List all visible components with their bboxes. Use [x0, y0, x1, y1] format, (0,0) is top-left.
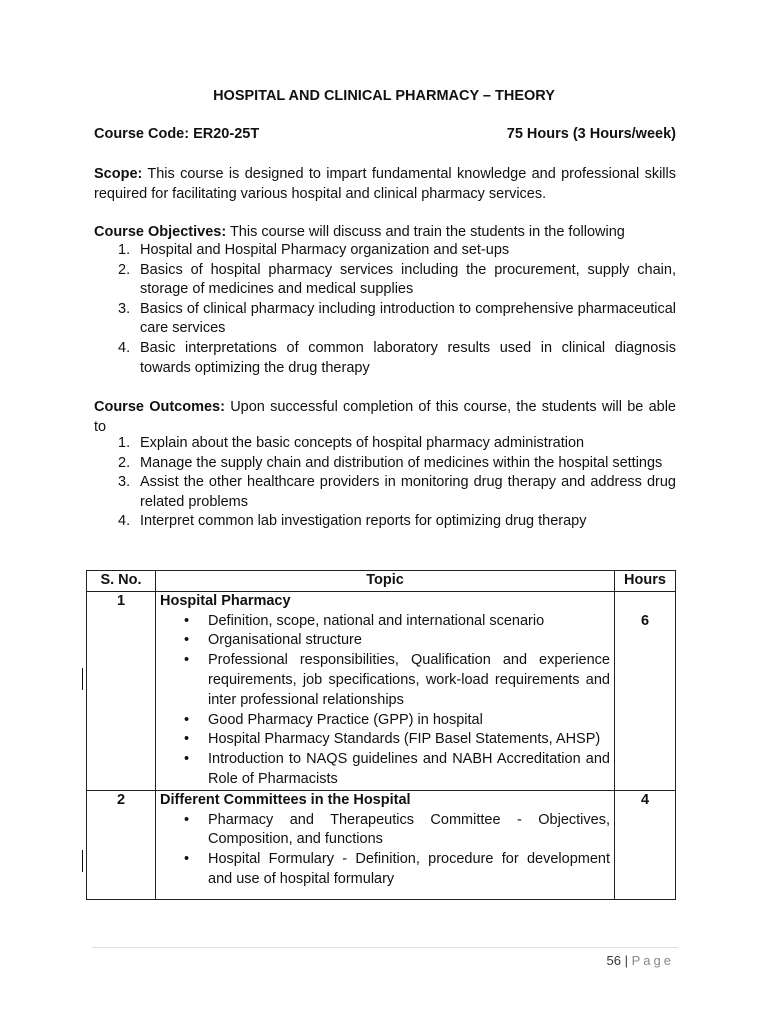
list-number: 2.: [118, 454, 131, 471]
list-item: [118, 454, 676, 474]
revision-mark: [82, 668, 83, 690]
row-topic: [156, 591, 615, 790]
scope-text: This course is designed to impart fundamental knowledge and professional skills required for facilitating various hospital and clinical pharmacy services.: [94, 166, 676, 202]
list-text: Hospital and Hospital Pharmacy organization and set-ups: [140, 242, 510, 258]
page-word: Page: [631, 953, 674, 968]
header-hours: Hours: [615, 571, 676, 592]
list-number: 1.: [118, 242, 131, 258]
syllabus-table: [86, 570, 676, 900]
outcomes-list: [118, 434, 676, 532]
list-number: 3.: [118, 474, 131, 491]
bullet-item: • Definition, scope, national and international scenario: [184, 612, 610, 632]
course-info-row: [94, 126, 676, 142]
list-text: Interpret common lab investigation reports for optimizing drug therapy: [140, 513, 587, 530]
objectives-list: [118, 241, 676, 378]
outcomes-intro-text: Upon successful completion of this course, the students will be able to: [94, 399, 676, 435]
table-header-row: [87, 571, 676, 592]
list-number: 4.: [118, 513, 131, 530]
page-footer: [607, 953, 674, 968]
topic-heading: Hospital Pharmacy: [160, 592, 291, 609]
objectives-intro-text: This course will discuss and train the students in the following: [226, 224, 625, 240]
list-item: [118, 434, 676, 454]
footer-separator: |: [621, 953, 632, 968]
bullet-item: • Good Pharmacy Practice (GPP) in hospital: [184, 711, 610, 731]
course-code: Course Code: ER20-25T: [94, 126, 260, 142]
list-item: [118, 512, 676, 532]
bullet-item: • Pharmacy and Therapeutics Committee - Objectives, Composition, and functions: [184, 811, 610, 851]
list-text: Basics of clinical pharmacy including introduction to comprehensive pharmaceutical care services: [140, 300, 676, 337]
list-number: 1.: [118, 435, 131, 451]
row-hours: [615, 591, 676, 790]
course-hours: 75 Hours (3 Hours/week): [506, 126, 676, 142]
bullet-item: • Introduction to NAQS guidelines and NABH Accreditation and Role of Pharmacists: [184, 750, 610, 790]
table-row: [87, 591, 676, 790]
hours-value: 6: [640, 612, 650, 629]
list-text: Explain about the basic concepts of hospital pharmacy administration: [140, 435, 585, 451]
row-hours: 4: [615, 790, 676, 899]
list-text: Basics of hospital pharmacy services including the procurement, supply chain, storage of medicines and medical supplies: [140, 261, 676, 298]
outcomes-intro: [94, 397, 676, 437]
list-text: Assist the other healthcare providers in monitoring drug therapy and address drug related problems: [140, 474, 676, 510]
page-number: 56: [606, 953, 622, 968]
scope-label: Scope:: [94, 166, 143, 182]
objectives-label: Course Objectives:: [94, 224, 227, 240]
outcomes-label: Course Outcomes:: [94, 399, 225, 415]
list-item: [118, 473, 676, 512]
list-item: [118, 339, 676, 378]
topic-bullets: [160, 811, 610, 890]
header-sno: S. No.: [87, 571, 156, 592]
list-item: [118, 300, 676, 339]
list-number: 2.: [118, 261, 131, 278]
list-number: 3.: [118, 300, 131, 317]
list-text: Manage the supply chain and distribution of medicines within the hospital settings: [140, 454, 663, 471]
bullet-item: • Professional responsibilities, Qualification and experience requirements, job specifications, work-load requirements and inter professional relationships: [184, 651, 610, 710]
revision-mark: [82, 850, 83, 872]
bullet-item: • Hospital Formulary - Definition, procedure for development and use of hospital formulary: [184, 850, 610, 890]
list-text: Basic interpretations of common laboratory results used in clinical diagnosis towards optimizing the drug therapy: [140, 339, 676, 376]
footer-divider: [92, 947, 678, 948]
row-sno: 2: [87, 790, 156, 899]
topic-heading: Different Committees in the Hospital: [160, 791, 411, 808]
objectives-intro: [94, 222, 676, 242]
page-title: HOSPITAL AND CLINICAL PHARMACY – THEORY: [213, 88, 555, 104]
bullet-item: • Hospital Pharmacy Standards (FIP Basel Statements, AHSP): [184, 730, 610, 750]
table-row: [87, 790, 676, 899]
row-topic: [156, 790, 615, 899]
list-item: [118, 261, 676, 300]
header-topic: Topic: [156, 571, 615, 592]
row-sno: 1: [87, 591, 156, 790]
list-item: [118, 241, 676, 261]
topic-bullets: [160, 612, 610, 790]
list-number: 4.: [118, 339, 131, 356]
scope-paragraph: [94, 164, 676, 204]
bullet-item: • Organisational structure: [184, 631, 610, 651]
